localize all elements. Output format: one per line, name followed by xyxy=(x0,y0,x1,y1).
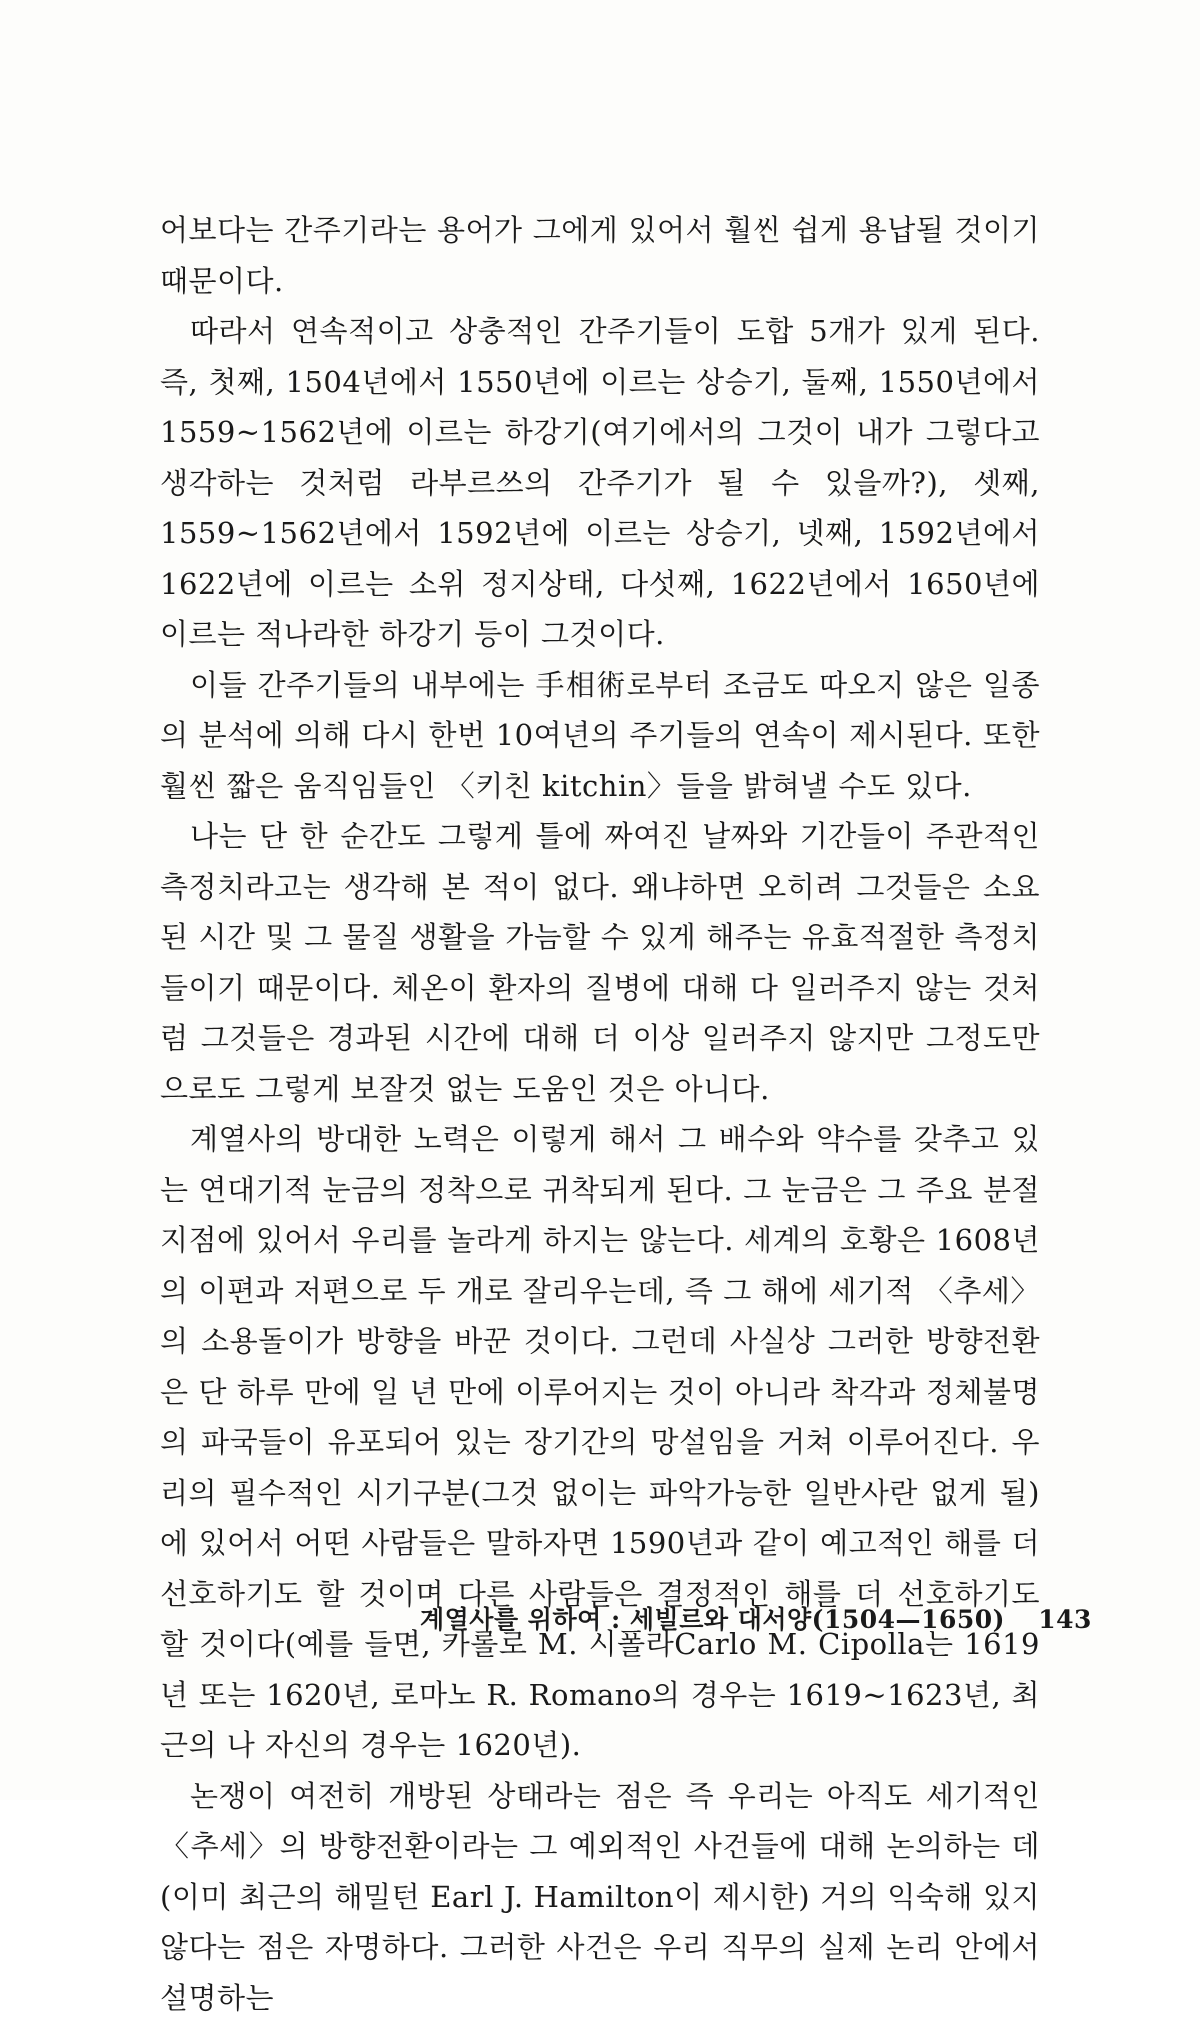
running-title: 계열사를 위하여 : 세빌르와 대서양(1504—1650) xyxy=(420,1605,1005,1634)
page-footer xyxy=(420,1600,1020,1636)
paragraph-1: 어보다는 간주기라는 용어가 그에게 있어서 훨씬 쉽게 용납될 것이기 때문이다. xyxy=(160,205,1040,306)
paragraph-3: 이들 간주기들의 내부에는 手相術로부터 조금도 따오지 않은 일종의 분석에 의해 다시 한번 10여년의 주기들의 연속이 제시된다. 또한 훨씬 짧은 움직임들인 〈키친 kitchin〉들을 밝혀낼 수도 있다. xyxy=(160,660,1040,812)
paragraph-5: 계열사의 방대한 노력은 이렇게 해서 그 배수와 약수를 갖추고 있는 연대기적 눈금의 정착으로 귀착되게 된다. 그 눈금은 그 주요 분절 지점에 있어서 우리를 놀라게 하지는 않는다. 세계의 호황은 1608년의 이편과 저편으로 두 개로 잘리우는데, 즉 그 해에 세기적 〈추세〉의 소용돌이가 방향을 바꾼 것이다. 그런데 사실상 그러한 방향전환은 단 하루 만에 일 년 만에 이루어지는 것이 아니라 착각과 정체불명의 파국들이 유포되어 있는 장기간의 망설임을 거쳐 이루어진다. 우리의 필수적인 시기구분(그것 없이는 파악가능한 일반사란 없게 될)에 있어서 어떤 사람들은 말하자면 1590년과 같이 예고적인 해를 더 선호하기도 할 것이며 다른 사람들은 결정적인 해를 더 선호하기도 할 것이다(예를 들면, 카롤로 M. 시폴라Carlo M. Cipolla는 1619년 또는 1620년, 로마노 R. Romano의 경우는 1619~1623년, 최근의 나 자신의 경우는 1620년). xyxy=(160,1114,1040,1771)
paragraph-2: 따라서 연속적이고 상충적인 간주기들이 도합 5개가 있게 된다. 즉, 첫째, 1504년에서 1550년에 이르는 상승기, 둘째, 1550년에서 1559~1562년에 이르는 하강기(여기에서의 그것이 내가 그렇다고 생각하는 것처럼 라부르쓰의 간주기가 될 수 있을까?), 셋째, 1559~1562년에서 1592년에 이르는 상승기, 넷째, 1592년에서 1622년에 이르는 소위 정지상태, 다섯째, 1622년에서 1650년에 이르는 적나라한 하강기 등이 그것이다. xyxy=(160,306,1040,660)
page-number: 143 xyxy=(1038,1605,1092,1634)
body-text xyxy=(160,205,1040,2023)
paragraph-4: 나는 단 한 순간도 그렇게 틀에 짜여진 날짜와 기간들이 주관적인 측정치라고는 생각해 본 적이 없다. 왜냐하면 오히려 그것들은 소요된 시간 및 그 물질 생활을 가늠할 수 있게 해주는 유효적절한 측정치들이기 때문이다. 체온이 환자의 질병에 대해 다 일러주지 않는 것처럼 그것들은 경과된 시간에 대해 더 이상 일러주지 않지만 그정도만으로도 그렇게 보잘것 없는 도움인 것은 아니다. xyxy=(160,811,1040,1114)
paragraph-6: 논쟁이 여전히 개방된 상태라는 점은 즉 우리는 아직도 세기적인 〈추세〉의 방향전환이라는 그 예외적인 사건들에 대해 논의하는 데(이미 최근의 해밀턴 Earl J. Hamilton이 제시한) 거의 익숙해 있지 않다는 점은 자명하다. 그러한 사건은 우리 직무의 실제 논리 안에서 설명하는 xyxy=(160,1771,1040,2023)
